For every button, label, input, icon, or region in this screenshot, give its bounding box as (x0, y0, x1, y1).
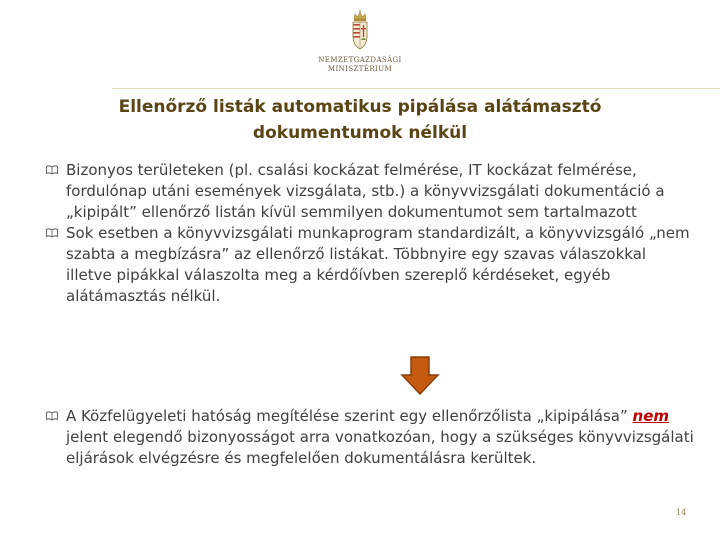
slide-title-line1: Ellenőrző listák automatikus pipálása alátámasztó (118, 97, 602, 117)
header-divider (112, 88, 720, 89)
down-arrow-icon (400, 356, 440, 396)
bullet-item (46, 223, 696, 307)
conclusion-paragraph (46, 406, 696, 469)
open-book-icon (46, 228, 58, 238)
open-book-icon (46, 411, 58, 421)
bullet-item (46, 406, 696, 469)
bullet-list (46, 160, 696, 307)
conclusion-emphasis: nem (632, 407, 670, 425)
bullet-item (46, 160, 696, 223)
ministry-name (318, 56, 402, 74)
ministry-logo (318, 10, 402, 82)
bullet-text: Bizonyos területeken (pl. csalási kockázat felmérése, IT kockázat felmérése, fordulónap utáni események vizsgálata, stb.) a könyvvizsgálati dokumentáció a „kipipált” ellenőrző listán kívül semmilyen dokumentumot sem tartalmazott (66, 161, 665, 221)
conclusion-text-after: jelent elegendő bizonyosságot arra vonatkozóan, hogy a szükséges könyvvizsgálati eljárások elvégzésre és megfelelően dokumentálásra kerültek. (66, 428, 694, 467)
bullet-text: Sok esetben a könyvvizsgálati munkaprogram standardizált, a könyvvizsgáló „nem szabta a megbízásra” az ellenőrző listákat. Többnyire egy szavas válaszokkal illetve pipákkal válaszolta meg a kérdőívben szereplő kérdéseket, egyéb alátámasztás nélkül. (66, 224, 690, 305)
slide-title (60, 94, 660, 146)
slide-title-line2: dokumentumok nélkül (252, 123, 468, 143)
ministry-name-line1: NEMZETGAZDASÁGI (318, 56, 402, 64)
open-book-icon (46, 165, 58, 175)
conclusion-text-before: A Közfelügyeleti hatóság megítélése szerint egy ellenőrzőlista „kipipálása” (66, 407, 628, 425)
coat-of-arms-icon (349, 10, 371, 52)
page-number: 14 (676, 508, 687, 517)
ministry-name-line2: MINISZTÉRIUM (327, 65, 393, 73)
